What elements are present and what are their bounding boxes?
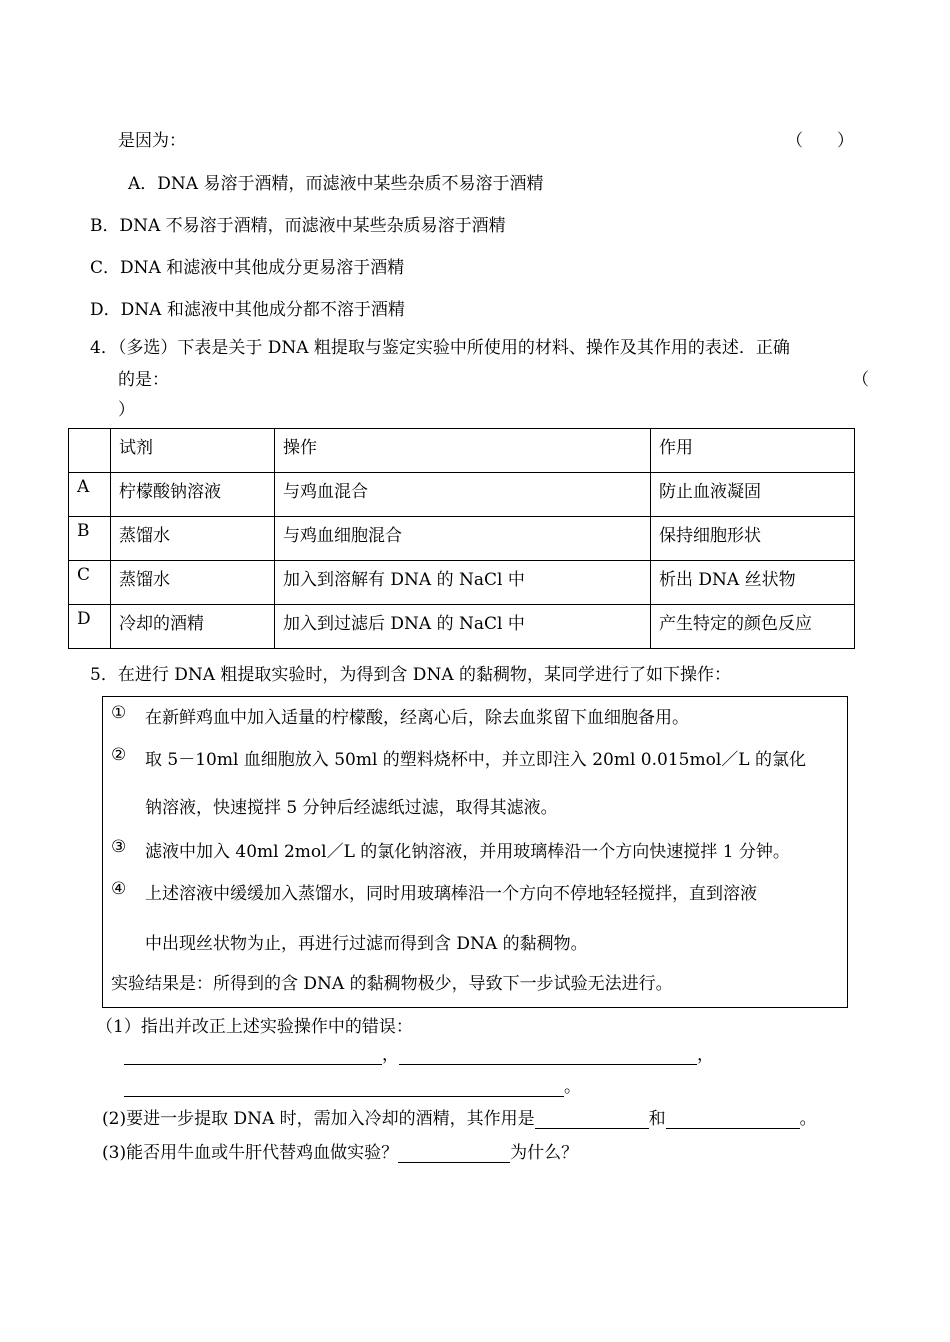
period: 。 (564, 1077, 581, 1097)
answer-blank[interactable] (666, 1110, 800, 1129)
step-4-text: 上述溶液中缓缓加入蒸馏水，同时用玻璃棒沿一个方向不停地轻轻搅拌，直到溶液 (145, 884, 757, 904)
table-cell: 蒸馏水 (111, 561, 275, 605)
table-cell: A (69, 473, 111, 517)
q3-option-a: A．DNA 易溶于酒精，而滤液中某些杂质不易溶于酒精 (128, 174, 544, 194)
table-header-cell: 操作 (275, 429, 651, 473)
q3-option-d: D．DNA 和滤液中其他成分都不溶于酒精 (90, 300, 405, 320)
table-cell: 柠檬酸钠溶液 (111, 473, 275, 517)
q5-sub2-prompt: (2)要进一步提取 DNA 时，需加入冷却的酒精，其作用是 (102, 1109, 535, 1129)
q5-sub1-prompt: （1）指出并改正上述实验操作中的错误： (96, 1017, 413, 1037)
table-header-cell: 试剂 (111, 429, 275, 473)
q4-stem: 4．（多选）下表是关于 DNA 粗提取与鉴定实验中所使用的材料、操作及其作用的表述．正确 (90, 338, 790, 358)
step-2-text-cont: 钠溶液，快速搅拌 5 分钟后经滤纸过滤，取得其滤液。 (145, 798, 558, 818)
answer-blank[interactable] (124, 1078, 564, 1097)
table-cell: 与鸡血细胞混合 (275, 517, 651, 561)
and-word: 和 (648, 1109, 666, 1129)
q5-sub2 (102, 1104, 817, 1129)
step-3-text: 滤液中加入 40ml 2mol／L 的氯化钠溶液，并用玻璃棒沿一个方向快速搅拌 1 分钟。 (145, 842, 790, 862)
answer-blank[interactable] (124, 1046, 382, 1065)
step-number-2: ② (111, 745, 127, 765)
table-cell: 加入到溶解有 DNA 的 NaCl 中 (275, 561, 651, 605)
step-number-3: ③ (111, 837, 127, 857)
q4-stem-cont: 的是： (118, 370, 169, 390)
table-cell: D (69, 605, 111, 649)
q5-stem: 5．在进行 DNA 粗提取实验时，为得到含 DNA 的黏稠物，某同学进行了如下操作： (90, 665, 731, 685)
comma: ， (697, 1045, 714, 1065)
experiment-result: 实验结果是：所得到的含 DNA 的黏稠物极少，导致下一步试验无法进行。 (111, 974, 673, 994)
table-cell: 产生特定的颜色反应 (651, 605, 855, 649)
q3-answer-paren: （ ） (786, 131, 854, 151)
table-cell: 保持细胞形状 (651, 517, 855, 561)
period: 。 (799, 1109, 817, 1129)
table-header-cell (69, 429, 111, 473)
table-cell: 冷却的酒精 (111, 605, 275, 649)
answer-blank[interactable] (399, 1046, 697, 1065)
answer-row-1 (124, 1040, 714, 1065)
table-cell: 析出 DNA 丝状物 (651, 561, 855, 605)
table-row (69, 561, 855, 605)
comma: ， (382, 1045, 399, 1065)
q5-sub3-prompt: (3)能否用牛血或牛肝代替鸡血做实验？ (102, 1143, 399, 1163)
table-row (69, 605, 855, 649)
table-cell: B (69, 517, 111, 561)
step-number-1: ① (111, 703, 127, 723)
table-cell: 蒸馏水 (111, 517, 275, 561)
answer-blank[interactable] (398, 1144, 510, 1163)
q4-paren-open: （ (852, 370, 869, 390)
answer-blank[interactable] (535, 1110, 649, 1129)
table-cell: C (69, 561, 111, 605)
table-header-row (69, 429, 855, 473)
q3-option-b: B．DNA 不易溶于酒精，而滤液中某些杂质易溶于酒精 (90, 216, 506, 236)
table-header-cell: 作用 (651, 429, 855, 473)
reagent-table (68, 428, 855, 649)
q4-paren-close: ） (118, 400, 135, 420)
table-row (69, 473, 855, 517)
q5-sub3 (102, 1138, 578, 1163)
step-2-text: 取 5－10ml 血细胞放入 50ml 的塑料烧杯中，并立即注入 20ml 0.015mol／L 的氯化 (145, 750, 806, 770)
q3-stem-tail: 是因为： (118, 131, 186, 151)
q5-sub3-why: 为什么？ (510, 1143, 579, 1163)
table-cell: 防止血液凝固 (651, 473, 855, 517)
answer-row-2 (124, 1072, 581, 1097)
step-1-text: 在新鲜鸡血中加入适量的柠檬酸，经离心后，除去血浆留下血细胞备用。 (145, 708, 689, 728)
step-number-4: ④ (111, 879, 127, 899)
table-cell: 与鸡血混合 (275, 473, 651, 517)
q3-option-c: C．DNA 和滤液中其他成分更易溶于酒精 (90, 258, 405, 278)
procedure-box (102, 696, 848, 1008)
table-cell: 加入到过滤后 DNA 的 NaCl 中 (275, 605, 651, 649)
step-4-text-cont: 中出现丝状物为止，再进行过滤而得到含 DNA 的黏稠物。 (145, 934, 588, 954)
table-row (69, 517, 855, 561)
